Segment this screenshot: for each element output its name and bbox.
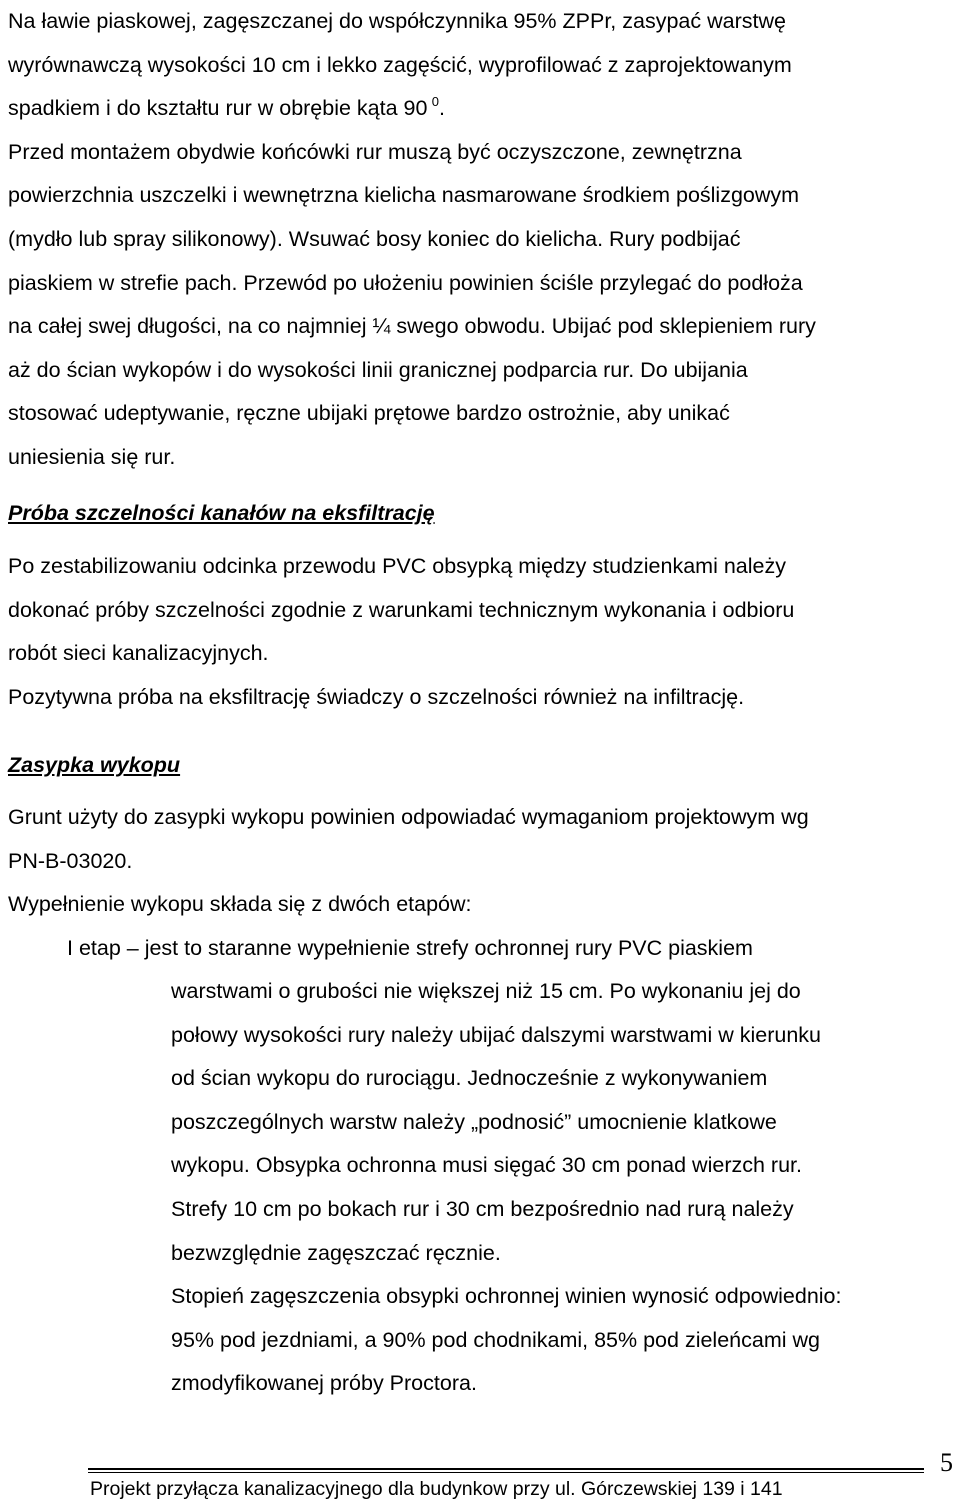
section-heading-zasypka: Zasypka wykopu	[8, 753, 181, 777]
footer-divider	[88, 1468, 924, 1470]
text-line: na całej swej długości, na co najmniej ¼ swego obwodu. Ubijać pod sklepieniem rury	[8, 314, 816, 339]
text-line-content: spadkiem i do kształtu rur w obrębie kąta 90	[8, 96, 428, 121]
text-line: robót sieci kanalizacyjnych.	[8, 641, 269, 666]
text-line: dokonać próby szczelności zgodnie z warunkami technicznym wykonania i odbioru	[8, 597, 795, 622]
paragraph-installation	[8, 0, 958, 480]
text-line: Pozytywna próba na eksfiltrację świadczy o szczelności również na infiltrację.	[8, 684, 745, 709]
text-line: warstwami o grubości nie większej niż 15 cm. Po wykonaniu jej do	[171, 979, 801, 1003]
footer-divider-inner	[88, 1472, 924, 1473]
text-line: PN-B-03020.	[8, 848, 133, 873]
section-heading-proba: Próba szczelności kanałów na eksfiltrację	[8, 501, 435, 525]
text-line: poszczególnych warstw należy „podnosić” umocnienie klatkowe	[171, 1109, 777, 1134]
text-line: zmodyfikowanej próby Proctora.	[171, 1371, 477, 1396]
paragraph-proba	[8, 545, 958, 719]
etap-description	[171, 970, 958, 1406]
degree-superscript: 0	[431, 94, 440, 110]
text-line: wykopu. Obsypka ochronna musi sięgać 30 cm ponad wierzch rur.	[171, 1153, 802, 1178]
text-line: od ścian wykopu do rurociągu. Jednocześnie z wykonywaniem	[171, 1066, 768, 1091]
text-line: Strefy 10 cm po bokach rur i 30 cm bezpośrednio nad rurą należy	[171, 1196, 794, 1221]
page-number: 5	[940, 1448, 953, 1477]
text-line: powierzchnia uszczelki i wewnętrzna kielicha nasmarowane środkiem poślizgowym	[8, 183, 800, 208]
text-line: aż do ścian wykopów i do wysokości linii granicznej podparcia rur. Do ubijania	[8, 357, 748, 382]
text-line: Przed montażem obydwie końcówki rur muszą być oczyszczone, zewnętrzna	[8, 139, 742, 164]
text-line: Stopień zagęszczenia obsypki ochronnej winien wynosić odpowiednio:	[171, 1284, 842, 1309]
text-line	[8, 87, 958, 131]
text-line: piaskiem w strefie pach. Przewód po ułożeniu powinien ściśle przylegać do podłoża	[8, 270, 803, 295]
text-line: połowy wysokości rury należy ubijać dalszymi warstwami w kierunku	[171, 1022, 821, 1047]
text-line: Na ławie piaskowej, zagęszczanej do współczynnika 95% ZPPr, zasypać warstwę	[8, 9, 786, 33]
etap-first-line: I etap – jest to staranne wypełnienie strefy ochronnej rury PVC piaskiem	[67, 936, 753, 960]
text-line: wyrównawczą wysokości 10 cm i lekko zagęścić, wyprofilować z zaprojektowanym	[8, 52, 792, 77]
text-line: Po zestabilizowaniu odcinka przewodu PVC obsypką między studzienkami należy	[8, 554, 786, 578]
text-line-suffix: .	[439, 96, 445, 121]
paragraph-zasypka	[8, 796, 958, 927]
text-line: Wypełnienie wykopu składa się z dwóch etapów:	[8, 892, 472, 917]
text-line: 95% pod jezdniami, a 90% pod chodnikami, 85% pod zieleńcami wg	[171, 1327, 820, 1352]
text-line: (mydło lub spray silikonowy). Wsuwać bosy koniec do kielicha. Rury podbijać	[8, 226, 741, 251]
text-line: stosować udeptywanie, ręczne ubijaki prętowe bardzo ostrożnie, aby unikać	[8, 401, 730, 426]
text-line: uniesienia się rur.	[8, 444, 176, 469]
text-line: Grunt użyty do zasypki wykopu powinien odpowiadać wymaganiom projektowym wg	[8, 805, 809, 829]
text-line: bezwzględnie zagęszczać ręcznie.	[171, 1240, 501, 1265]
footer-text: Projekt przyłącza kanalizacyjnego dla budynkow przy ul. Górczewskiej 139 i 141	[90, 1478, 783, 1500]
